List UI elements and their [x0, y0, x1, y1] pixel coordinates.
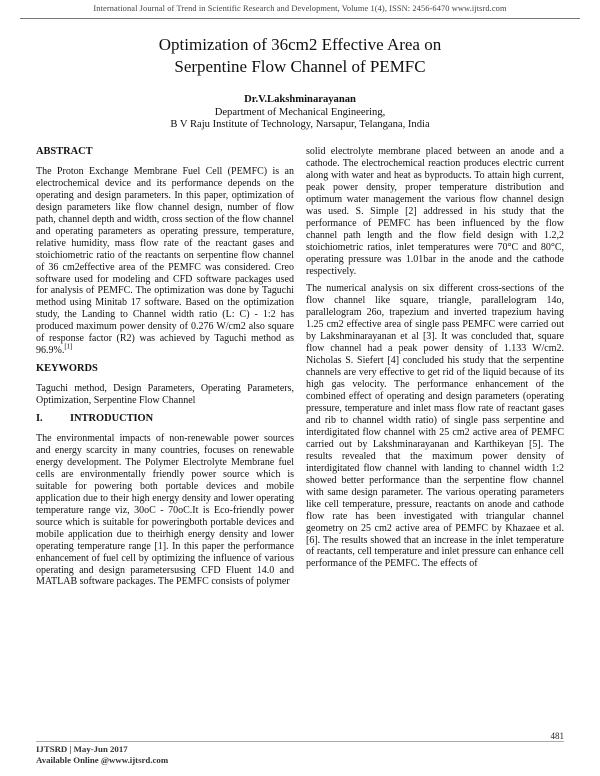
- left-column: [36, 146, 294, 594]
- keywords-text: Taguchi method, Design Parameters, Operating Parameters, Optimization, Serpentine Flow Channel: [36, 383, 294, 407]
- page-number: 481: [550, 731, 564, 741]
- journal-header: International Journal of Trend in Scientific Research and Development, Volume 1(4), ISSN: 2456-6470 www.ijtsrd.com: [93, 4, 507, 13]
- author-name: Dr.V.Lakshminarayanan: [244, 94, 356, 105]
- abstract-heading: ABSTRACT: [36, 146, 93, 157]
- section-title: INTRODUCTION: [70, 413, 154, 425]
- title-line-1: Optimization of 36cm2 Effective Area on: [158, 35, 442, 54]
- footer-info: [36, 744, 168, 765]
- footer-journal-issue: IJTSRD | May-Jun 2017: [36, 744, 128, 754]
- author-block: [0, 94, 600, 132]
- abstract-text: [36, 166, 294, 357]
- introduction-heading: [36, 413, 294, 425]
- intro-paragraph-2: solid electrolyte membrane placed between an anode and a cathode. The electrochemical reaction produces electric current along with water and heat as byproducts. To attain high current, peak power density, proper temperature distribution and optimum water management the various flow channel design was used. S. Simple [2] addressed in his study that the performance of PEMFC has been influenced by the flow channel path length and the flow field design with 1.2,2 stoichiometric ratios, inlet temperatures were 70°C and 80°C, operating pressure was 1.01bar in the anode and the cathode respectively.: [306, 146, 564, 277]
- footer-online-link: Available Online @www.ijtsrd.com: [36, 754, 169, 765]
- keywords-heading: KEYWORDS: [36, 363, 98, 375]
- abstract-ref-marker: [1]: [64, 342, 73, 351]
- intro-paragraph-1: The environmental impacts of non-renewable power sources and energy scarcity in many countries, focuses on renewable energy development. The Polymer Electrolyte Membrane fuel cells are environmentally friendly power source which is suitable for powering both portable devices and mobile application due to their high energy density and lower operating temperature range viz, 30oC - 70oC.It is Eco-friendly power source which is suitable for poweringboth portable devices and mobile application due to theirhigh energy density and lower operating temperature range [1]. In this paper the performance enhancement of fuel cell by optimizing the influence of various operating and design parametersusing CFD Fluent 14.0 and MATLAB software packages. The PEMFC consists of polymer: [36, 433, 294, 588]
- intro-paragraph-3: The numerical analysis on six different cross-sections of the flow channel like square, triangle, parallelogram 14o, parallelogram 26o, trapezium and inverted trapezium having 1.25 cm2 effective area of single pass PEMFC were carried out by Lakshminarayanan et al [3]. It was concluded that, square flow channel had a peak power density of 1.133 W/cm2. Nicholas S. Siefert [4] concluded his study that the serpentine channels are very effective to get rid of the liquid because of its high gas velocity. The performance enhancement of the combined effect of operating and design parameters (operating pressure, temperature and inlet mass flow rate of reactant gases and rib to channel width ratio) of single pass serpentine and interdigitated flow channel with 25 cm2 active area of PEMFC carried out by Lakshminarayanan and Karthikeyan [5]. The results revealed that the maximum power density of interdigitated flow channel with landing to channel width 1:2 showed better performance than the serpentine flow channel with same design parameter. The various operating parameters like cell temperature, pressure, reactants on anode and cathode flow rate has been investigated with triangular channel geometry on 25 cm2 active area of PEMFC by Khazaee et al. [6]. The results showed that an increase in the inlet temperature of reactants, cell temperature and inlet pressure can enhance cell performance of the PEMFC. The effects of: [306, 283, 564, 570]
- author-department: Department of Mechanical Engineering,: [214, 106, 386, 118]
- right-column: [306, 146, 564, 576]
- title-line-2: Serpentine Flow Channel of PEMFC: [174, 57, 426, 76]
- section-number: I.: [36, 413, 43, 425]
- footer-divider: [36, 741, 564, 742]
- paper-title: [0, 34, 600, 78]
- author-affiliation: B V Raju Institute of Technology, Narsapur, Telangana, India: [170, 119, 430, 130]
- abstract-body: The Proton Exchange Membrane Fuel Cell (PEMFC) is an electrochemical device and its performance depends on the operating and design parameters. In this paper, optimization of design parameters like flow channel design, number of flow path, channel depth and width, cross section of the flow channel and operating parameters as operating pressure, temperature, relative humidity, mass flow rate of the reactant gases and stoichiometric ratio of the reactants on serpentine flow channel of 36 cm2effective area of the PEMFC was considered. Creo software used for modeling and CFD software packages used for analysis of PEMFC. The optimization was done by Taguchi method using Minitab 17 software. Based on the optimization study, the Landing to Channel width ratio (L: C) - 1:2 has produced maximum power density of 0.276 W/cm2 also square of response factor (R2) was achieved by Taguchi method as 96.9%.: [36, 165, 294, 357]
- header-divider: [20, 18, 580, 19]
